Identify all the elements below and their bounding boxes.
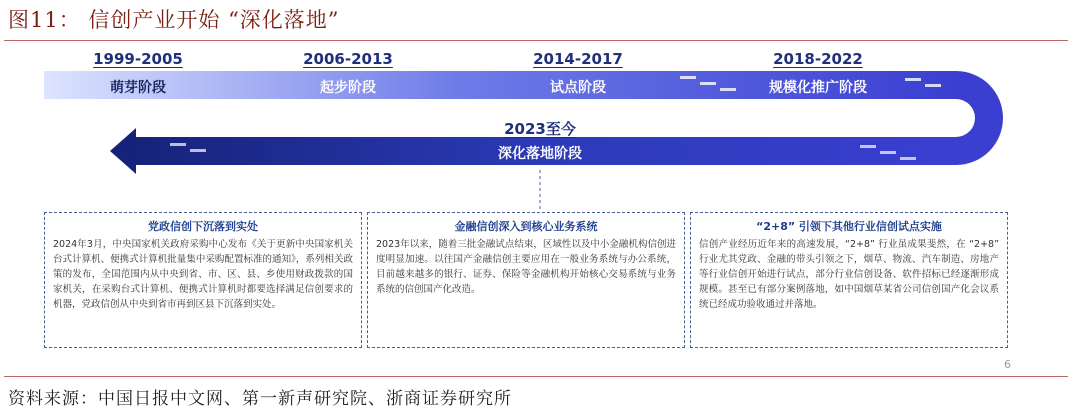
timeline-arrow-head: [110, 128, 136, 174]
period-label-3: 2014-2017: [533, 50, 623, 68]
card-body: 信创产业经历近年来的高速发展，“2+8” 行业虽成果斐然，在 “2+8” 行业尤其党政、金融的带头引领之下，烟草、物流、汽车制造、房地产等行业信创开始进行试点，部分行业信创设备、软件招标已经逐渐形成规模。甚至已有部分案例落地，如中国烟草某省公司信创国产化会议系统已经成功验收通过并落地。: [699, 239, 999, 310]
card-title: “2+8” 引领下其他行业信创试点实施: [756, 220, 942, 233]
period-label-5: 2023至今: [504, 120, 576, 138]
stage-label-1: 萌芽阶段: [110, 80, 166, 96]
source-note: 资料来源：中国日报中文网、第一新声研究院、浙商证券研究所: [8, 389, 512, 409]
card-finance: [367, 212, 685, 348]
stage-label-4: 规模化推广阶段: [769, 80, 867, 96]
period-label-1: 1999-2005: [93, 50, 183, 68]
card-body: 2024年3月，中央国家机关政府采购中心发布《关于更新中央国家机关台式计算机、便携式计算机批量集中采购配置标准的通知》，系列相关政策的发布，全国范围内从中央到省、市、区、县、乡使用财政拨款的国家机关，在采购台式计算机、便携式计算机时都要选择满足信创要求的机器，党政信创从中央到省市再到区县下沉落到实处。: [53, 239, 353, 310]
page-number: 6: [1004, 358, 1011, 371]
card-title: 金融信创深入到核心业务系统: [454, 220, 598, 233]
period-label-2: 2006-2013: [303, 50, 393, 68]
card-title: 党政信创下沉落到实处: [148, 220, 258, 233]
card-other-industries: [690, 212, 1008, 348]
period-label-4: 2018-2022: [773, 50, 863, 68]
stage-label-5: 深化落地阶段: [498, 146, 582, 162]
timeline-curve: [956, 71, 1003, 165]
figure-title: 图11： 信创产业开始 “深化落地”: [8, 8, 340, 32]
stage-label-3: 试点阶段: [550, 80, 606, 96]
card-body: 2023年以来，随着三批金融试点结束，区域性以及中小金融机构信创进度明显加速。以往国产金融信创主要应用在一般业务系统与办公系统，目前越来越多的银行、证券、保险等金融机构开始核心交易系统与业务系统的信创国产化改造。: [376, 239, 676, 295]
stage-label-2: 起步阶段: [320, 80, 376, 96]
card-government: [44, 212, 362, 348]
bottom-divider: [4, 376, 1068, 377]
